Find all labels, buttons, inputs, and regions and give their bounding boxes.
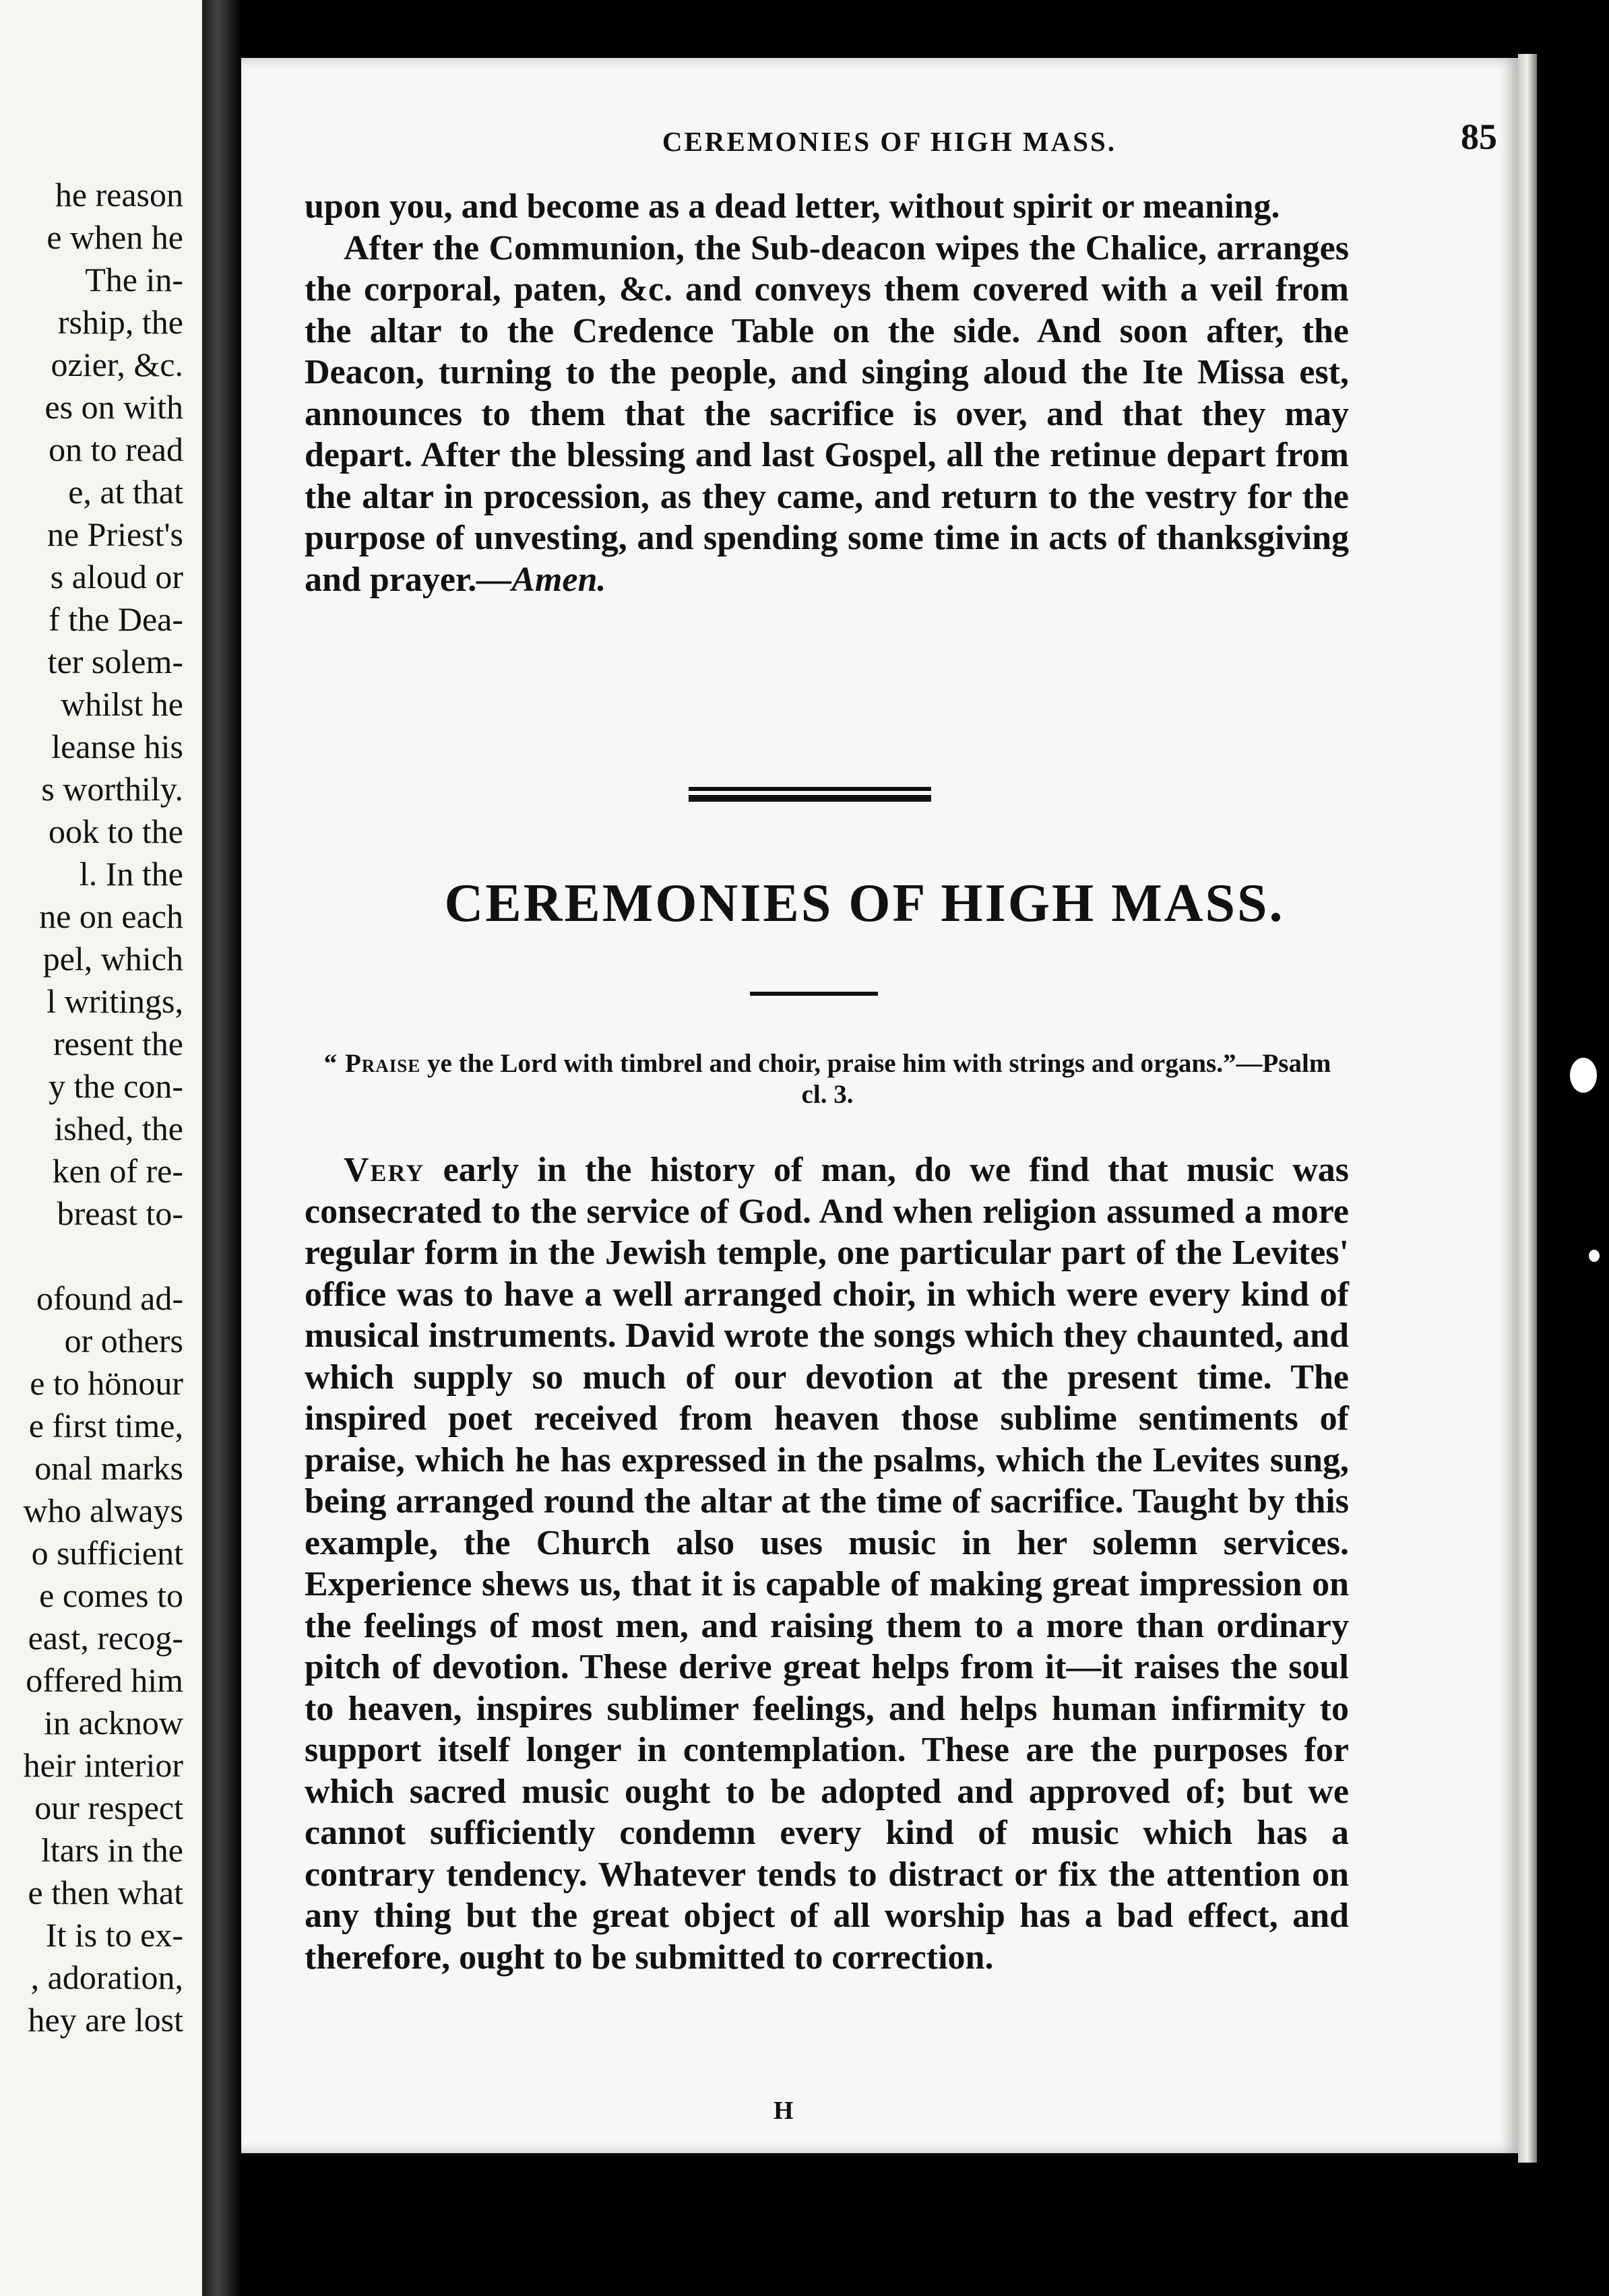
scan-speck: [1589, 1250, 1600, 1262]
left-page-line: rship, the: [57, 303, 183, 341]
left-page-line: ken of re-: [52, 1152, 183, 1190]
left-page-line: who always: [23, 1492, 183, 1529]
scan-speck: [1570, 1058, 1597, 1093]
left-page-line: It is to ex-: [45, 1916, 183, 1954]
left-page-line: on to read: [49, 430, 183, 468]
left-page-line: in acknow: [44, 1704, 183, 1742]
left-page-line: he reason: [55, 176, 183, 214]
left-page-line: f the Dea-: [49, 600, 183, 638]
book-gutter: [202, 0, 241, 2296]
left-facing-page: [0, 0, 202, 2296]
chapter-title: CEREMONIES OF HIGH MASS.: [444, 874, 1285, 933]
left-page-line: resent the: [53, 1025, 183, 1062]
left-page-line: whilst he: [61, 685, 183, 723]
left-page-line: e, at that: [68, 473, 183, 511]
left-page-line: s worthily.: [41, 770, 183, 808]
left-page-line: o sufficient: [31, 1534, 183, 1572]
running-head: CEREMONIES OF HIGH MASS.: [662, 126, 1117, 157]
right-page: [241, 58, 1518, 2153]
left-page-line: e comes to: [39, 1576, 183, 1614]
left-page-line: ook to the: [49, 812, 183, 850]
left-page-line: breast to-: [57, 1194, 183, 1232]
left-page-line: pel, which: [42, 940, 183, 978]
left-page-line: heir interior: [23, 1746, 183, 1784]
left-page-line: our respect: [34, 1789, 183, 1826]
top-text-block: [305, 186, 1349, 600]
left-page-line: e to hönour: [30, 1364, 183, 1402]
left-page-line: leanse his: [51, 728, 183, 765]
left-page-line: l writings,: [46, 982, 183, 1020]
epigraph-lead: “ Praise: [323, 1049, 421, 1078]
section-divider-rule: [689, 787, 931, 802]
left-page-line: ltars in the: [40, 1831, 183, 1869]
signature-mark: H: [774, 2097, 794, 2125]
paragraph-communion-text: After the Communion, the Sub-deacon wipes the Chalice, arranges the corporal, paten, &c. and conveys them covered with a veil from the altar to the Credence Table on the side. And soon after, the Deacon, turning to the people, and singing aloud the Ite Missa est, announces to them that the sacrifice is over, and that they may depart. After the blessing and last Gospel, all the retinue depart from the altar in procession, as they came, and return to the vestry for the purpose of unvesting, and spending some time in acts of thanksgiving and prayer.: [305, 228, 1349, 599]
left-page-line: offered him: [26, 1661, 183, 1699]
left-page-line: ofound ad-: [36, 1279, 183, 1317]
paragraph-continuation: upon you, and become as a dead letter, without spirit or meaning.: [305, 187, 1280, 226]
left-page-line: es on with: [44, 388, 183, 426]
title-rule: [750, 992, 878, 996]
paragraph-music-text: early in the history of man, do we find that music was consecrated to the service of God. And when religion assumed a more regular form in the Jewish temple, one particular part of the Levites' office was to have a well arranged choir, in which were every kind of musical instruments. David wrote the songs which they chaunted, and which supply so much of our devotion at the present time. The inspired poet received from heaven those sublime sentiments of praise, which he has expressed in the psalms, which the Levites sung, being arranged round the altar at the time of sacrifice. Taught by this example, the Church also uses music in her solemn services. Experience shews us, that it is capable of making great impression on the feelings of most men, and raising them to a more than ordinary pitch of devotion. These derive great helps from it—it raises the soul to heaven, inspires sublimer feelings, and helps human infirmity to support itself longer in contemplation. These are the purposes for which sacred music ought to be adopted and approved of; but we cannot sufficiently condemn every kind of music which has a contrary tendency. Whatever tends to distract or fix the attention on any thing but the great object of all worship has a bad effect, and therefore, ought to be submitted to correction.: [305, 1151, 1349, 1977]
left-page-text: [24, 174, 183, 2041]
amen: —Amen.: [476, 560, 606, 599]
paragraph-music-lead: Very: [344, 1151, 425, 1189]
music-paragraph-block: [305, 1149, 1349, 1978]
left-page-line: The in-: [85, 261, 183, 298]
left-page-line: ozier, &c.: [51, 346, 183, 383]
page-edge: [1518, 54, 1537, 2163]
left-page-line: , adoration,: [30, 1958, 183, 1996]
left-page-line: l. In the: [79, 855, 183, 893]
left-page-line: ter solem-: [47, 643, 183, 680]
left-page-line: [24, 1235, 183, 1277]
left-page-line: y the con-: [49, 1067, 183, 1105]
left-page-line: ne Priest's: [46, 515, 183, 553]
paragraph-music: [305, 1149, 1349, 1978]
epigraph: [309, 1048, 1346, 1110]
left-page-line: onal marks: [34, 1449, 183, 1487]
left-page-line: or others: [64, 1322, 183, 1360]
epigraph-text: ye the Lord with timbrel and choir, praise him with strings and organs.”—Psalm cl. 3.: [420, 1049, 1331, 1109]
left-page-line: ished, the: [54, 1110, 183, 1147]
left-page-line: ne on each: [39, 897, 183, 935]
left-page-line: east, recog-: [28, 1619, 183, 1657]
paragraph-communion: [305, 228, 1349, 601]
left-page-line: e then what: [28, 1874, 183, 1911]
left-page-line: e when he: [46, 218, 183, 256]
page-number: 85: [1461, 117, 1497, 157]
left-page-line: hey are lost: [28, 2001, 183, 2039]
left-page-line: e first time,: [28, 1407, 183, 1444]
left-page-line: s aloud or: [50, 558, 183, 596]
